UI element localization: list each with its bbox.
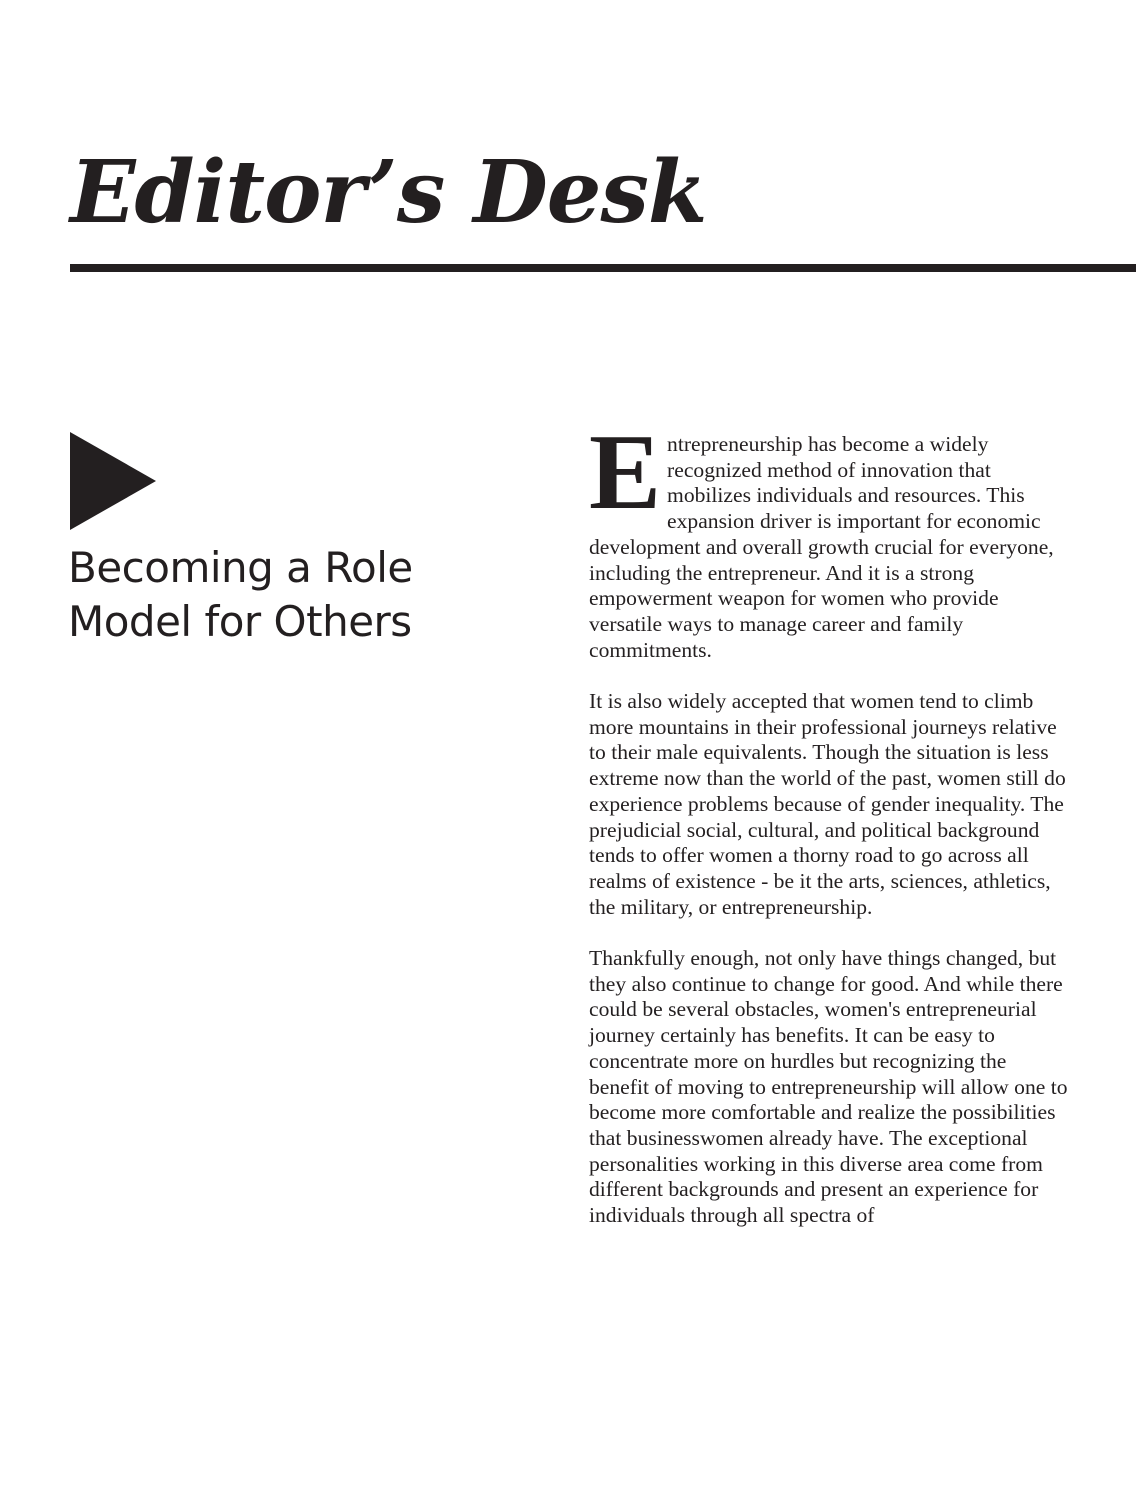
article-paragraph-2: It is also widely accepted that women tend to climb more mountains in their professional journeys relative to their male equivalents. Though the situation is less extreme now than the world of the past, women still do experience problems because of gender inequality. The prejudicial social, cultural, and political background tends to offer women a thorny road to go across all realms of existence - be it the arts, sciences, athletics, the military, or entrepreneurship.: [589, 689, 1066, 919]
article-body: [589, 413, 1069, 1254]
paragraph-1-text: ntrepreneurship has become a widely recognized method of innovation that mobilizes individuals and resources. This expansion driver is important for economic development and overall growth crucial for everyone, including the entrepreneur. And it is a strong empowerment weapon for women who provide versatile ways to manage career and family commitments.: [589, 432, 1054, 662]
drop-cap: E: [589, 413, 662, 532]
masthead-title: Editor’s Desk: [70, 142, 707, 243]
play-triangle-icon: [70, 432, 156, 530]
article-paragraph-1: [589, 413, 1069, 663]
masthead-rule: [70, 264, 1136, 272]
article-title: Becoming a Role Model for Others: [68, 543, 413, 646]
article-paragraph-3: Thankfully enough, not only have things changed, but they also continue to change for good. And while there could be several obstacles, women's entrepreneurial journey certainly has benefits. It can be easy to concentrate more on hurdles but recognizing the benefit of moving to entrepreneurship will allow one to become more comfortable and realize the possibilities that businesswomen already have. The exceptional personalities working in this diverse area come from different backgrounds and present an experience for individuals through all spectra of: [589, 946, 1068, 1228]
